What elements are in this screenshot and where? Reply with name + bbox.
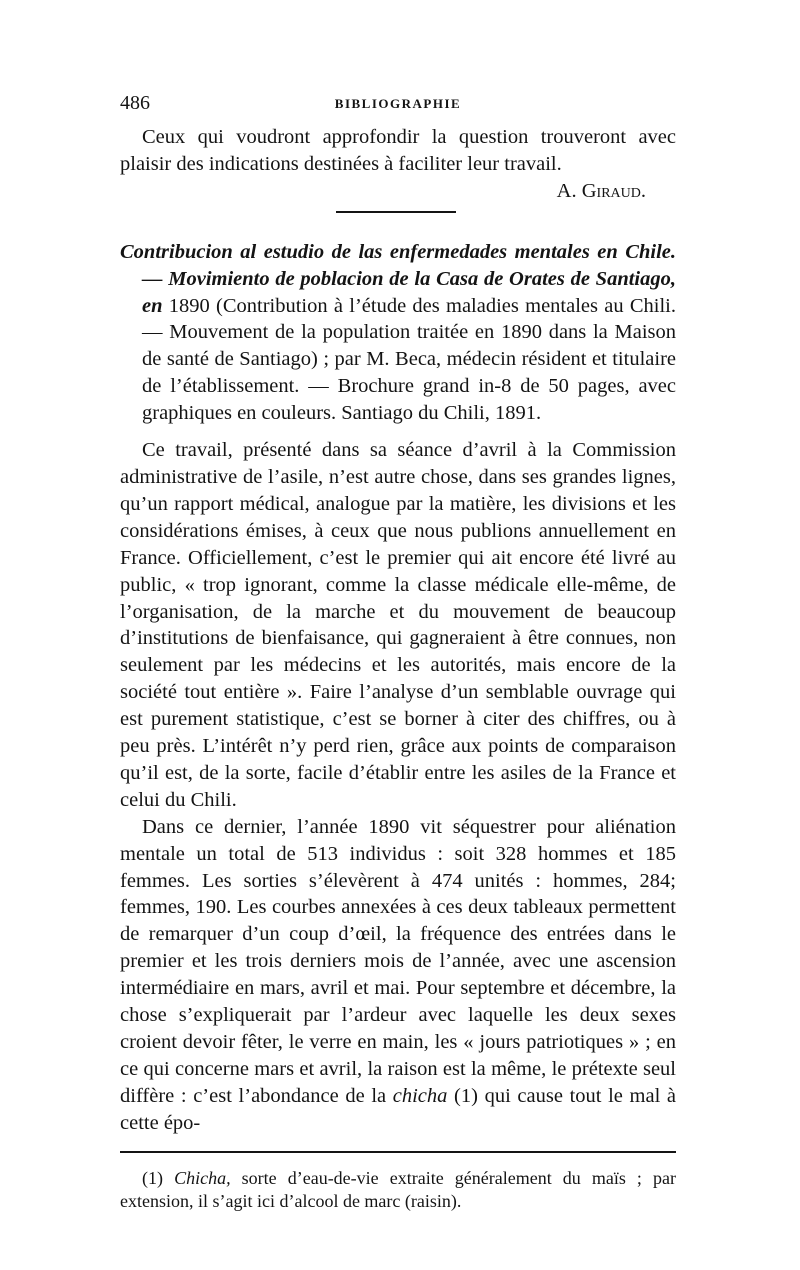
page-number: 486 [120, 92, 150, 114]
footnote-marker: (1) [142, 1167, 175, 1188]
review-paragraph-1: Ce travail, présenté dans sa séance d’avril à la Commission administrative de l’asile, n’est autre chose, dans ses grandes lignes, qu’un rapport médical, analogue par la matière, les divisions et les considérations émises, à ceux que nous publions annuellement en France. Officiellement, c’est le premier qui ait encore été livré au public, « trop ignorant, comme la classe médicale elle-même, de l’organisation, de la marche et du mouvement de beaucoup d’institutions de bienfaisance, qui gagneraient à être connues, non seulement par les médecins et les autorités, mais encore de la société tout entière ». Faire l’analyse d’un semblable ouvrage qui est purement statistique, c’est se borner à citer des chiffres, ou à peu près. L’intérêt n’y perd rien, grâce aux points de comparaison qu’il est, de la sorte, facile d’établir entre les asiles de la France et celui du Chili. [120, 439, 676, 811]
running-title: BIBLIOGRAPHIE [334, 96, 462, 111]
reviewer-signature [120, 178, 676, 205]
book-page [120, 92, 676, 1213]
running-head [120, 92, 676, 118]
footnote-text: sorte d’eau-de-vie extraite généralement du maïs ; par extension, il s’agit ici d’alcool de marc (raisin). [120, 1167, 676, 1211]
paragraph-2-text-b: (1) qui cause tout le mal à cette épo- [120, 1084, 676, 1134]
entry-title: Contribucion al estudio de las enfermedades mentales en Chile. — Movimiento de poblacion de la Casa de Orates de Santiago, en [120, 240, 676, 317]
footnote-divider [120, 1151, 676, 1153]
paragraph-2-text-a: Dans ce dernier, l’année 1890 vit séquestrer pour aliénation mentale un total de 513 individus : soit 328 hommes et 185 femmes. Les sorties s’élevèrent à 474 unités : hommes, 284; femmes, 190. Les courbes annexées à ces deux tableaux permettent de remarquer d’un coup d’œil, la fréquence des entrées dans le premier et les trois derniers mois de l’année, avec une ascension intermédiaire en mars, avril et mai. Pour septembre et décembre, la chose s’expliquerait par l’ardeur avec laquelle les deux sexes croient devoir fêter, le verre en main, les « jours patriotiques » ; en ce qui concerne mars et avril, la raison est la même, le prétexte seul diffère : c’est l’abondance de la [120, 815, 676, 1107]
footnote-term: Chicha, [174, 1167, 231, 1188]
section-divider [336, 211, 456, 213]
review-paragraph-2 [120, 814, 676, 1137]
previous-review-closing: Ceux qui voudront approfondir la question trouveront avec plaisir des indications destinées à faciliter leur travail. [120, 126, 676, 175]
bibliographic-entry [120, 239, 676, 427]
chicha-term: chicha [392, 1084, 448, 1107]
footnote [120, 1167, 676, 1213]
entry-details: 1890 (Contribution à l’étude des maladies mentales au Chili. — Mouvement de la population traitée en 1890 dans la Maison de santé de Santiago) ; par M. Beca, médecin résident et titulaire de l’établissement. — Brochure grand in-8 de 50 pages, avec graphiques en couleurs. Santiago du Chili, 1891. [142, 294, 676, 425]
reviewer-name: A. Giraud. [556, 179, 646, 202]
